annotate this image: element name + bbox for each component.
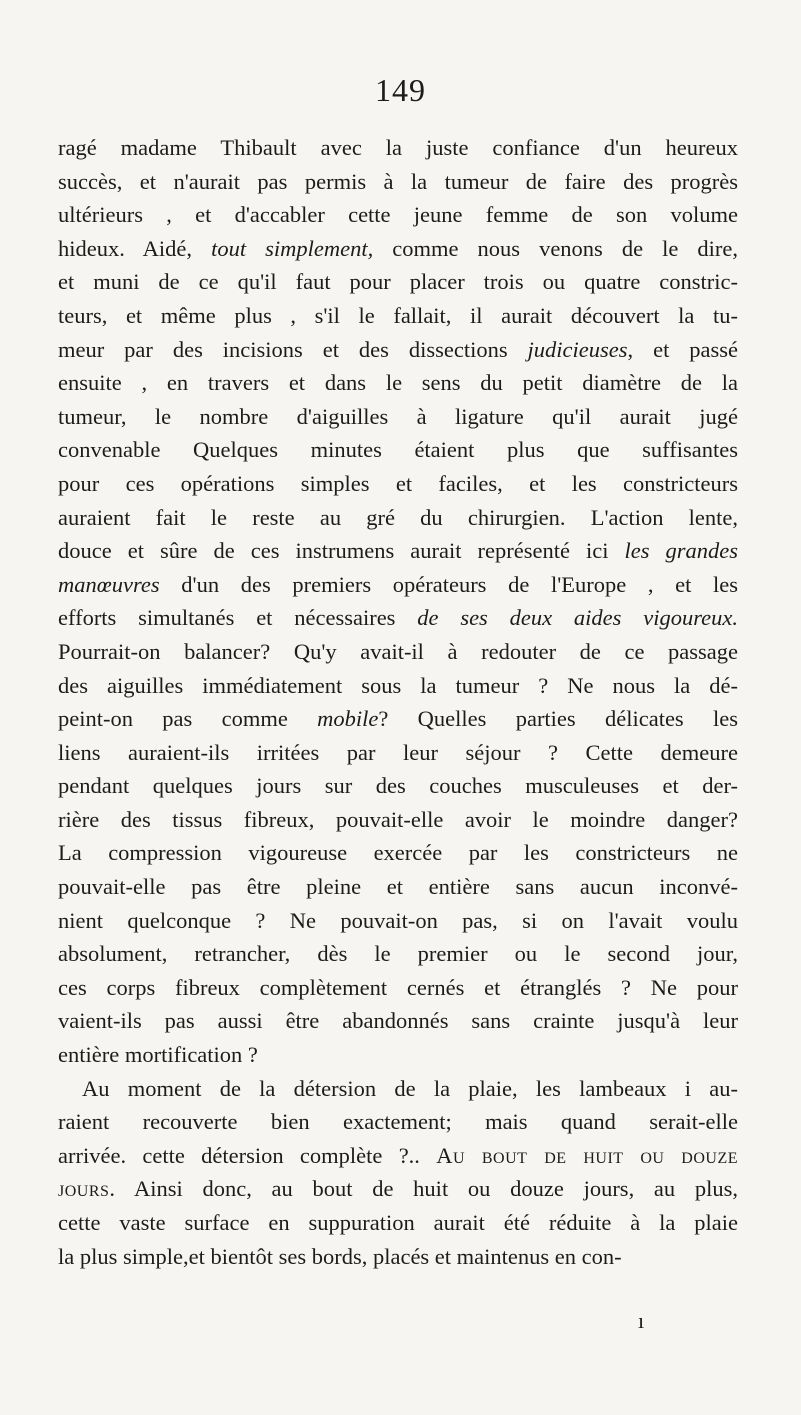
text-line: teurs, et même plus , s'il le fallait, il aurait découvert la tu- <box>58 302 738 328</box>
text-line: efforts simultanés et nécessaires de ses deux aides vigoureux. <box>58 605 738 631</box>
italic-text: judicieuses <box>527 336 628 362</box>
text-line: jours. Ainsi donc, au bout de huit ou douze jours, au plus, <box>58 1176 738 1202</box>
text-line: Au moment de la détersion de la plaie, les lambeaux i au- <box>82 1075 738 1101</box>
text-line: rière des tissus fibreux, pouvait-elle avoir le moindre danger? <box>58 806 738 832</box>
italic-text: tout simplement, <box>211 235 374 261</box>
text-line: des aiguilles immédiatement sous la tumeur ? Ne nous la dé- <box>58 672 738 698</box>
text-line: ultérieurs , et d'accabler cette jeune femme de son volume <box>58 202 738 228</box>
text-line: auraient fait le reste au gré du chirurgien. L'action lente, <box>58 504 738 530</box>
text-line: meur par des incisions et des dissections judicieuses, et passé <box>58 336 738 362</box>
text-line: succès, et n'aurait pas permis à la tumeur de faire des progrès <box>58 168 738 194</box>
text-line: ragé madame Thibault avec la juste confiance d'un heureux <box>58 135 738 160</box>
text-line: nient quelconque ? Ne pouvait-on pas, si on l'avait voulu <box>58 907 738 933</box>
page-number: 149 <box>375 72 426 108</box>
italic-text: de ses deux aides vigoureux. <box>417 605 738 631</box>
text-line: arrivée. cette détersion complète ?.. Au bout de huit ou douze <box>58 1142 738 1168</box>
small-caps-text: jours. <box>58 1176 116 1202</box>
italic-text: manœuvres <box>58 571 160 597</box>
text-line: raient recouverte bien exactement; mais quand serait-elle <box>58 1109 738 1135</box>
text-line: et muni de ce qu'il faut pour placer trois ou quatre constric- <box>58 269 738 295</box>
italic-text: mobile <box>317 706 379 732</box>
text-line: hideux. Aidé, tout simplement, comme nous venons de le dire, <box>58 235 739 261</box>
text-line: liens auraient-ils irritées par leur séjour ? Cette demeure <box>58 739 738 765</box>
margin-mark: ı <box>638 1308 645 1333</box>
text-line: peint-on pas comme mobile? Quelles parties délicates les <box>58 706 738 732</box>
text-line: vaient-ils pas aussi être abandonnés sans crainte jusqu'à leur <box>58 1008 738 1034</box>
text-line: pouvait-elle pas être pleine et entière sans aucun inconvé- <box>58 874 738 900</box>
text-line: ensuite , en travers et dans le sens du petit diamètre de la <box>58 370 738 396</box>
text-line: tumeur, le nombre d'aiguilles à ligature qu'il aurait jugé <box>58 403 738 429</box>
text-line: pour ces opérations simples et faciles, et les constricteurs <box>58 470 738 496</box>
text-line: douce et sûre de ces instrumens aurait représenté ici les grandes <box>58 538 738 564</box>
text-line: convenable Quelques minutes étaient plus que suffisantes <box>58 437 738 463</box>
text-line: manœuvres d'un des premiers opérateurs de l'Europe , et les <box>58 571 738 597</box>
body-text <box>58 131 738 1273</box>
italic-text: les grandes <box>624 538 738 564</box>
text-line: Pourrait-on balancer? Qu'y avait-il à redouter de ce passage <box>58 638 738 664</box>
small-caps-text: Au bout de huit ou douze <box>436 1142 738 1168</box>
text-line: absolument, retrancher, dès le premier ou le second jour, <box>58 941 738 967</box>
text-line: ces corps fibreux complètement cernés et étranglés ? Ne pour <box>58 974 738 1000</box>
text-line: entière mortification ? <box>58 1042 258 1068</box>
text-line: La compression vigoureuse exercée par les constricteurs ne <box>58 840 738 866</box>
text-line: la plus simple,et bientôt ses bords, placés et maintenus en con- <box>58 1243 622 1269</box>
text-line: pendant quelques jours sur des couches musculeuses et der- <box>58 773 738 799</box>
text-line: cette vaste surface en suppuration aurait été réduite à la plaie <box>58 1210 738 1235</box>
